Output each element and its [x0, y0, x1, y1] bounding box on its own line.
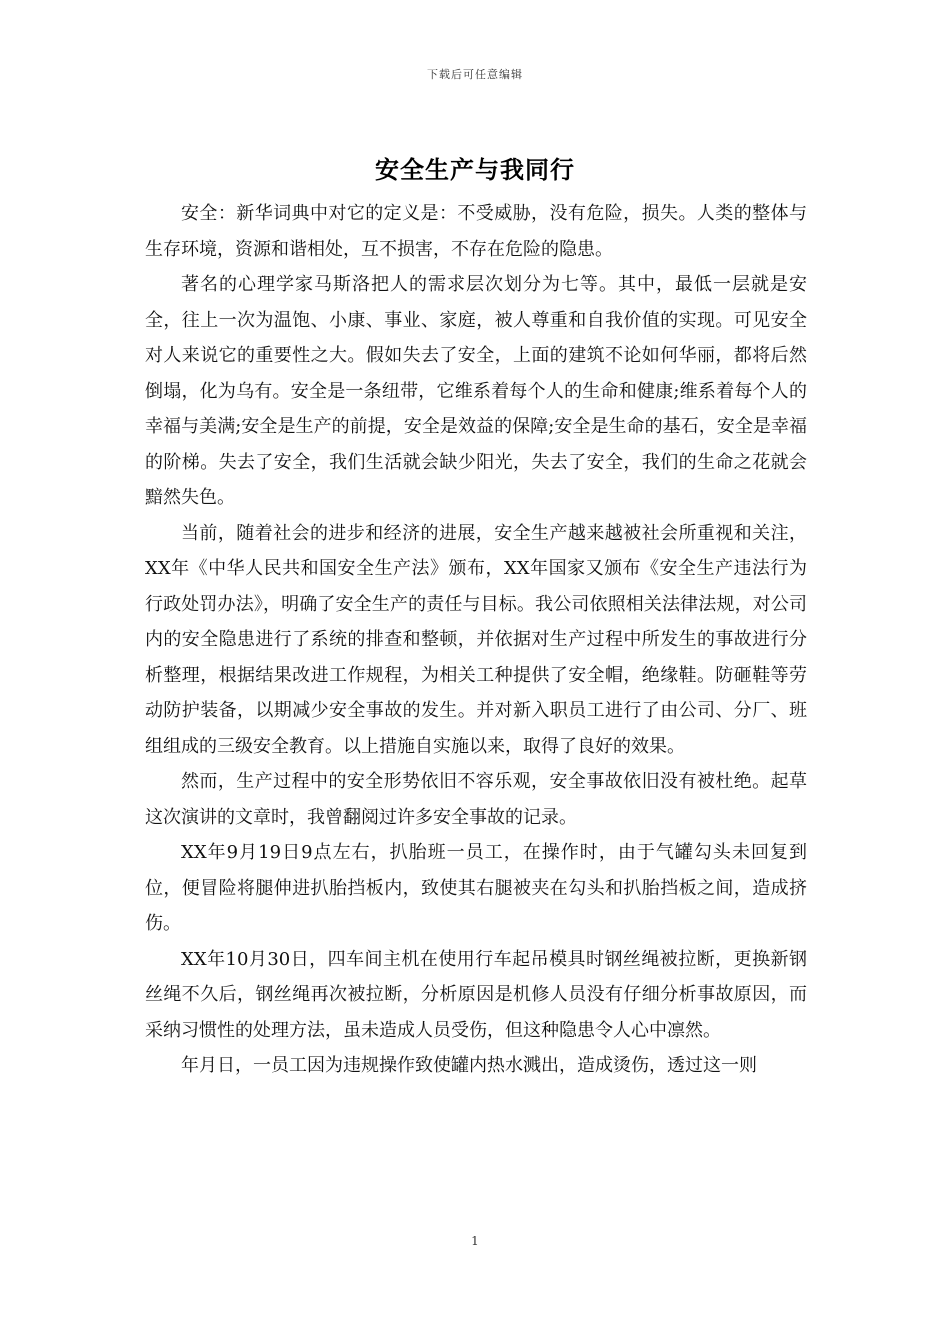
paragraph: 年月日，一员工因为违规操作致使罐内热水溅出，造成烫伤，透过这一则 — [181, 1055, 757, 1076]
page-number: 1 — [471, 1234, 479, 1248]
paragraph: XX年10月30日，四车间主机在使用行车起吊模具时钢丝绳被拉断，更换新钢丝绳不久后，钢丝绳再次被拉断，分析原因是机修人员没有仔细分析事故原因，而采纳习惯性的处理方法，虽未造成人员受伤，但这种隐患令人心中凛然。 — [145, 948, 807, 1041]
header-note: 下载后可任意编辑 — [427, 68, 523, 81]
paragraph: 然而，生产过程中的安全形势依旧不容乐观，安全事故依旧没有被杜绝。起草这次演讲的文章时，我曾翻阅过许多安全事故的记录。 — [145, 771, 807, 828]
document-title: 安全生产与我同行 — [375, 155, 575, 184]
document-body — [145, 196, 807, 1084]
paragraph: 著名的心理学家马斯洛把人的需求层次划分为七等。其中，最低一层就是安全，往上一次为温饱、小康、事业、家庭，被人尊重和自我价值的实现。可见安全对人来说它的重要性之大。假如失去了安全，上面的建筑不论如何华丽，都将后然倒塌，化为乌有。安全是一条纽带，它维系着每个人的生命和健康;维系着每个人的幸福与美满;安全是生产的前提，安全是效益的保障;安全是生命的基石，安全是幸福的阶梯。失去了安全，我们生活就会缺少阳光，失去了安全，我们的生命之花就会黯然失色。 — [145, 274, 808, 508]
paragraph: XX年9月19日9点左右，扒胎班一员工，在操作时，由于气罐勾头未回复到位，便冒险将腿伸进扒胎挡板内，致使其右腿被夹在勾头和扒胎挡板之间，造成挤伤。 — [145, 842, 807, 934]
paragraph: 当前，随着社会的进步和经济的进展，安全生产越来越被社会所重视和关注，XX年《中华人民共和国安全生产法》颁布，XX年国家又颁布《安全生产违法行为行政处罚办法》，明确了安全生产的责任与目标。我公司依照相关法律法规，对公司内的安全隐患进行了系统的排查和整顿，并依据对生产过程中所发生的事故进行分析整理，根据结果改进工作规程，为相关工种提供了安全帽，绝缘鞋。防砸鞋等劳动防护装备，以期减少安全事故的发生。并对新入职员工进行了由公司、分厂、班组组成的三级安全教育。以上措施自实施以来，取得了良好的效果。 — [145, 522, 807, 757]
paragraph: 安全：新华词典中对它的定义是：不受威胁，没有危险，损失。人类的整体与生存环境，资源和谐相处，互不损害，不存在危险的隐患。 — [145, 203, 807, 260]
